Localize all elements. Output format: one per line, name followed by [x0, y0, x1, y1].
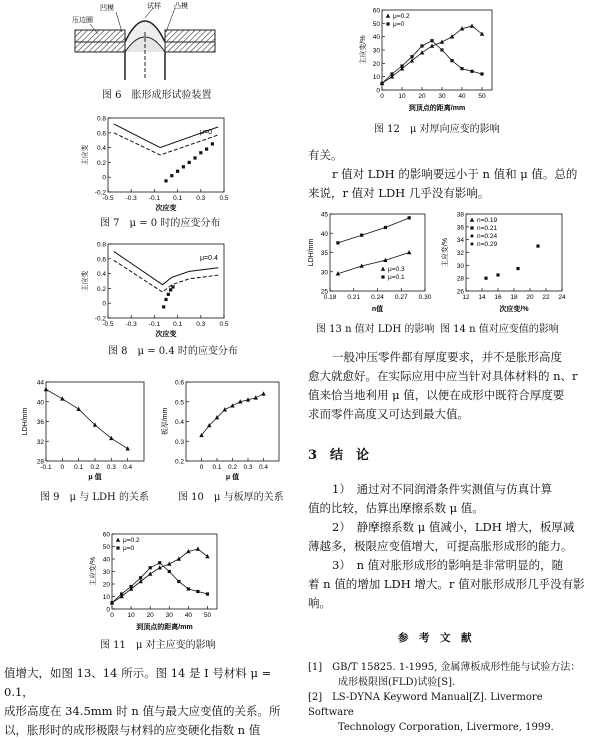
conclusion-3-line-3: 响。 [308, 596, 331, 610]
legend-label: n=0.19 [477, 217, 498, 224]
x-tick-label: 0.27 [394, 294, 408, 301]
y-tick-label: 0.3 [174, 438, 184, 446]
y-tick-label: 28 [36, 458, 44, 466]
y-tick-label: 40 [320, 230, 328, 238]
fig14-chart [440, 208, 568, 313]
data-point [167, 293, 170, 296]
chart-annotation: μ=0 [200, 129, 213, 136]
conclusion-2-line-2: 薄越多，极限应变值增大，可提高胀形成形的能力。 [308, 539, 573, 553]
y-tick-label: 45 [320, 211, 328, 219]
p3-line-1: 一般冲压零件都有厚度要求，并不是胀形高度 [332, 350, 562, 364]
data-point [170, 174, 173, 177]
legend-label: n=0.24 [477, 233, 498, 240]
plot-frame [186, 382, 279, 461]
label-blank-holder: 压边圈 [72, 17, 93, 24]
data-point [410, 58, 414, 62]
data-point [110, 601, 113, 604]
label-punch: 凸模 [174, 3, 188, 10]
y-tick-label: 30 [372, 47, 380, 55]
data-point [360, 234, 363, 237]
y-tick-label: 30 [456, 262, 464, 270]
x-tick-label: 16 [494, 294, 502, 301]
legend-label: n=0.29 [477, 241, 498, 248]
y-tick-label: 30 [320, 269, 328, 277]
data-point [158, 561, 161, 564]
data-point [410, 55, 413, 58]
x-tick-label: 0.3 [243, 464, 253, 471]
x-tick-label: -0.1 [40, 464, 52, 471]
x-tick-label: 0 [380, 93, 384, 100]
x-tick-label: 0.1 [173, 195, 183, 202]
data-point [460, 67, 463, 70]
y-tick-label: 40 [102, 556, 110, 564]
label-die: 凹模 [100, 5, 114, 12]
conclusion-1-line-1: 1） 通过对不同润滑条件实测值与仿真计算 [332, 482, 553, 496]
y-axis-label: LDH/mm [308, 238, 315, 267]
legend-marker [471, 243, 474, 246]
x-tick-label: 40 [458, 93, 466, 100]
figure-8 [80, 238, 230, 342]
y-tick-label: 44 [36, 379, 44, 387]
y-tick-label: 0.5 [174, 399, 184, 407]
x-tick-label: -0.5 [102, 321, 114, 328]
x-tick-label: 30 [438, 93, 446, 100]
fig9-chart [20, 376, 150, 481]
x-axis-label: n值 [371, 306, 384, 313]
series-line [382, 26, 482, 83]
x-tick-label: 0.3 [196, 195, 206, 202]
x-tick-label: 14 [478, 294, 486, 301]
figure-6 [70, 2, 220, 80]
y-axis-label: 主应变/% [442, 237, 449, 268]
legend-marker [381, 275, 384, 278]
x-tick-label: 24 [558, 294, 566, 301]
ref-2-line-2: Technology Corporation, Livermore, 1999. [338, 722, 554, 733]
y-tick-label: 50 [372, 20, 380, 28]
legend-label: μ=0.2 [393, 13, 410, 20]
left-bottom-text [4, 664, 290, 740]
x-axis-label: 到顶点的距离/mm [136, 624, 193, 631]
y-tick-label: 26 [456, 288, 464, 296]
conclusion-1-line-2: 值的比较，估算出摩擦系数 μ 值。 [308, 501, 484, 515]
legend-marker [470, 226, 473, 229]
data-point [261, 391, 265, 395]
legend-label: μ=0.3 [388, 266, 405, 273]
series-line [46, 389, 128, 448]
x-tick-label: 30 [165, 612, 173, 619]
y-tick-label: 32 [36, 438, 44, 446]
x-tick-label: 50 [478, 93, 486, 100]
figure-9 [20, 376, 150, 485]
x-tick-label: 0.18 [323, 294, 337, 301]
fig8-chart [80, 238, 230, 338]
x-tick-label: -0.1 [148, 321, 161, 328]
y-tick-label: 0 [102, 174, 106, 182]
data-point [139, 576, 142, 579]
figure-14-caption: 图 14 n 值对应变值的影响 [440, 324, 559, 335]
data-point [480, 32, 484, 36]
data-point [60, 396, 64, 400]
x-tick-label: 0.1 [212, 464, 222, 471]
x-tick-label: 0.2 [227, 464, 238, 471]
data-point [223, 407, 227, 411]
data-point [440, 48, 443, 51]
data-point [480, 72, 483, 75]
figure-11 [88, 528, 223, 635]
fig13-chart [306, 208, 431, 313]
y-tick-label: 20 [372, 60, 380, 68]
data-point [440, 40, 444, 44]
y-tick-label: 0.2 [96, 159, 106, 167]
legend-marker [386, 14, 390, 18]
x-tick-label: 20 [146, 612, 154, 619]
data-point [196, 590, 199, 593]
left-bottom-line-2: 成形高度在 34.5mm 时 n 值与最大应变值的关系。所 [4, 704, 281, 718]
data-point [162, 305, 165, 308]
data-point [125, 446, 129, 450]
x-tick-label: 0.1 [173, 321, 183, 328]
legend-marker [386, 22, 389, 25]
y-tick-label: 10 [372, 74, 380, 82]
x-tick-label: 0 [110, 612, 114, 619]
p2-line-2: 来说，r 值对 LDH 几乎没有影响。 [308, 186, 490, 200]
series-line [338, 218, 409, 243]
x-tick-label: -0.3 [125, 195, 137, 202]
y-tick-label: 30 [102, 569, 110, 576]
figure-8-caption: 图 8 μ = 0.4 时的应变分布 [108, 346, 238, 357]
data-point [176, 170, 179, 173]
data-point [384, 226, 387, 229]
x-tick-label: 0 [199, 464, 204, 471]
y-tick-label: 36 [456, 224, 464, 232]
data-point [169, 288, 172, 291]
x-tick-label: 0.30 [418, 294, 431, 301]
y-tick-label: 40 [36, 399, 44, 407]
p1-line-1: 有关。 [308, 148, 343, 162]
data-point [420, 50, 424, 54]
y-axis-label: 主应变 [82, 270, 89, 292]
y-tick-label: 38 [456, 211, 464, 219]
x-tick-label: 0.3 [196, 321, 206, 328]
y-axis-label: 主应变 [82, 144, 89, 166]
x-axis-label: μ 值 [225, 474, 240, 481]
x-tick-label: 40 [184, 612, 192, 619]
x-tick-label: 50 [203, 612, 212, 619]
x-tick-label: 0.4 [258, 464, 269, 471]
y-tick-label: 0.6 [174, 379, 184, 387]
y-tick-label: 35 [320, 250, 328, 257]
data-point [400, 64, 403, 67]
y-tick-label: 50 [102, 544, 110, 551]
data-point [450, 59, 453, 62]
legend-label: μ=0.2 [123, 537, 140, 544]
data-point [336, 241, 339, 244]
conclusion-3-line-1: 3） n 值对胀形成形的影响是非常明显的，随 [332, 558, 564, 572]
fig10-chart [160, 376, 285, 481]
y-tick-label: 60 [372, 7, 380, 15]
y-axis-label: 主应变/% [90, 556, 97, 587]
figure-7-caption: 图 7 μ = 0 时的应变分布 [100, 218, 221, 229]
y-tick-label: 25 [320, 288, 328, 296]
x-tick-label: 0.1 [74, 464, 84, 471]
data-point [164, 298, 167, 301]
y-tick-label: 0 [102, 300, 106, 308]
left-bottom-line-3: 以，胀形时的成形极限与材料的应变硬化指数 n 值 [4, 723, 261, 737]
right-text-a [308, 146, 590, 203]
conclusion-2-line-1: 2） 静摩擦系数 μ 值减小，LDH 增大，板厚减 [332, 520, 575, 534]
data-point [407, 250, 411, 254]
y-tick-label: 40 [372, 34, 380, 42]
x-axis-label: μ 值 [88, 474, 102, 481]
x-axis-label: 次应变/% [499, 306, 529, 313]
x-tick-label: 0.5 [219, 321, 229, 328]
y-axis-label: 主应变/% [360, 35, 367, 65]
data-point [205, 554, 209, 558]
x-tick-label: 0.3 [106, 464, 116, 471]
series-line [114, 260, 218, 292]
y-tick-label: 34 [456, 237, 464, 245]
data-point [177, 580, 180, 583]
x-tick-label: 0.4 [123, 464, 133, 471]
data-point [496, 273, 499, 276]
y-tick-label: 28 [456, 275, 464, 283]
data-point [193, 156, 196, 159]
data-point [199, 151, 202, 154]
data-point [390, 72, 393, 75]
data-point [120, 592, 123, 595]
series-line [202, 394, 264, 436]
legend-marker [470, 218, 474, 222]
figure-7 [80, 112, 230, 216]
label-specimen: 试样 [147, 3, 161, 10]
data-point [149, 566, 152, 569]
p3-line-4: 求而零件高度又可达到最大值。 [308, 407, 469, 421]
y-axis-label: 板厚/mm [162, 407, 169, 436]
ref-1-line-1: [1] GB/T 15825. 1-1995, 金属薄板成形性能与试验方法： [308, 662, 581, 673]
section-heading: 3 结 论 [308, 448, 370, 463]
series-line [112, 549, 208, 603]
y-tick-label: 0.2 [174, 458, 184, 466]
figure-11-caption: 图 11 μ 对主应变的影响 [100, 640, 216, 651]
data-point [182, 165, 185, 168]
y-tick-label: 32 [456, 250, 464, 257]
data-point [536, 244, 539, 247]
references-heading: 参 考 文 献 [398, 632, 472, 644]
conclusion-3-line-2: 着 n 值的增加 LDH 增大。r 值对胀形成形几乎没有影 [308, 577, 585, 591]
figure-14 [440, 208, 568, 317]
figure-12 [358, 4, 498, 116]
y-tick-label: 0 [106, 606, 110, 614]
y-axis-label: LDH/mm [22, 407, 29, 436]
legend-label: μ=0 [393, 21, 405, 28]
x-tick-label: -0.5 [102, 195, 114, 202]
figure-10 [160, 376, 285, 485]
x-tick-label: 18 [510, 294, 518, 301]
p2-line-1: r 值对 LDH 的影响要远小于 n 值和 μ 值。总的 [332, 167, 578, 181]
data-point [408, 216, 411, 219]
data-point [171, 285, 174, 288]
legend-marker [381, 267, 385, 271]
data-point [380, 82, 383, 85]
data-point [148, 572, 152, 576]
y-tick-label: 0.4 [96, 271, 106, 279]
x-tick-label: 10 [398, 93, 406, 100]
legend-label: μ=0.1 [388, 274, 405, 281]
x-tick-label: 0.21 [347, 294, 361, 301]
y-tick-label: 0.6 [96, 130, 106, 138]
x-axis-label: 到顶点的距离/mm [408, 105, 466, 112]
x-tick-label: -0.3 [125, 321, 137, 328]
data-point [177, 557, 181, 561]
y-tick-label: 60 [102, 531, 110, 539]
legend-marker [116, 538, 120, 542]
x-tick-label: 20 [418, 93, 426, 100]
data-point [470, 24, 474, 28]
x-tick-label: 12 [462, 294, 470, 301]
figure-6-caption: 图 6 胀形成形试验装置 [102, 90, 212, 101]
right-text-b [308, 348, 590, 424]
data-point [211, 142, 214, 145]
data-point [188, 161, 191, 164]
legend-label: μ=0 [123, 545, 135, 552]
data-point [430, 39, 433, 42]
data-point [164, 179, 167, 182]
plot-frame [46, 382, 144, 461]
data-point [516, 267, 519, 270]
x-tick-label: 22 [542, 294, 550, 301]
y-tick-label: 0 [376, 87, 380, 95]
data-point [76, 407, 80, 411]
data-point [205, 147, 208, 150]
y-tick-label: 0.4 [174, 419, 184, 426]
data-point [470, 70, 473, 73]
x-axis-label: 次应变 [155, 205, 177, 212]
legend-marker [471, 235, 474, 238]
references [308, 660, 590, 735]
y-tick-label: 36 [36, 419, 44, 426]
y-tick-label: -0.2 [94, 189, 106, 197]
y-tick-label: 0.6 [96, 256, 106, 264]
legend-label: n=0.21 [477, 225, 498, 232]
data-point [206, 592, 209, 595]
y-tick-label: 20 [102, 581, 110, 589]
legend-marker [116, 546, 119, 549]
x-tick-label: 20 [526, 294, 534, 301]
x-tick-label: 10 [127, 612, 135, 619]
y-tick-label: 0.4 [96, 145, 106, 153]
bulge-apparatus-sketch [70, 2, 220, 80]
figure-10-caption: 图 10 μ 与板厚的关系 [178, 492, 284, 503]
y-tick-label: 0.8 [96, 115, 106, 123]
data-point [196, 547, 200, 551]
y-tick-label: 10 [102, 594, 110, 601]
fig12-chart [358, 4, 498, 112]
p3-line-2: 愈大就愈好。在实际应用中应当针对具体材料的 n、r [308, 369, 578, 383]
figure-13 [306, 208, 431, 317]
conclusions [308, 480, 590, 613]
data-point [168, 570, 171, 573]
data-point [129, 585, 132, 588]
data-point [450, 34, 454, 38]
data-point [44, 387, 48, 391]
x-tick-label: 0 [60, 464, 65, 471]
x-tick-label: 0.24 [371, 294, 384, 301]
y-tick-label: 0.8 [96, 241, 106, 249]
y-tick-label: -0.2 [94, 315, 106, 323]
figure-12-caption: 图 12 μ 对厚向应变的影响 [374, 124, 500, 135]
figure-9-caption: 图 9 μ 与 LDH 的关系 [40, 492, 149, 503]
ref-1-line-2: 成形极限图(FLD)试验[S]. [338, 677, 456, 688]
left-bottom-line-1: 值增大，如图 13、14 所示。图 14 是 I 号材料 μ = 0.1， [4, 666, 272, 699]
data-point [484, 277, 487, 280]
data-point [109, 436, 113, 440]
plot-frame [330, 214, 425, 291]
fig11-chart [88, 528, 223, 631]
x-tick-label: 0.5 [219, 195, 229, 202]
fig7-chart [80, 112, 230, 212]
chart-annotation: μ=0.4 [200, 255, 218, 262]
x-axis-label: 次应变 [155, 331, 177, 338]
figure-13-caption: 图 13 n 值对 LDH 的影响 [316, 324, 435, 335]
x-tick-label: 0.2 [90, 464, 100, 471]
series-line [114, 133, 218, 155]
data-point [187, 587, 190, 590]
ref-2-line-1: [2] LS-DYNA Keyword Manual[Z]. Livermore Software [308, 692, 543, 718]
y-tick-label: 0.2 [96, 285, 106, 293]
p3-line-3: 值来恰当地利用 μ 值，以便在成形中既符合厚度要 [308, 388, 565, 402]
x-tick-label: -0.1 [148, 195, 161, 202]
data-point [420, 44, 423, 47]
